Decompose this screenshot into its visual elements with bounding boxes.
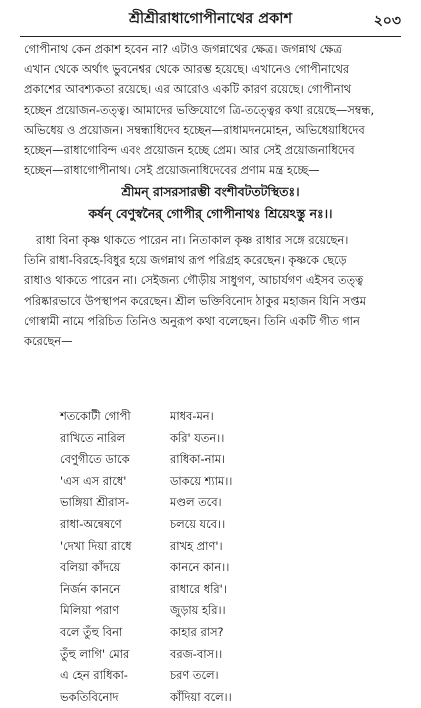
chapter-title: শ্রীশ্রীরাধাগোপীনাথের প্রকাশ xyxy=(128,11,293,27)
text-line: পরিষ্কারভাবে উপস্থাপন করেছেন। শ্রীল ভক্তিবিনোদ ঠাকুর মহাজন যিনি সপ্তম xyxy=(24,293,366,308)
song-line xyxy=(60,600,390,622)
song-line-right: কাঁদিয়া বলে।। xyxy=(170,689,232,704)
song-line-left: এ হেন রাধিকা- xyxy=(60,668,128,683)
song-line-right: রাধিকা-নাম। xyxy=(170,452,226,467)
song-line xyxy=(60,557,390,579)
page-number: ২০৩ xyxy=(373,13,401,29)
song-line-right: রাধারে ধরি'। xyxy=(170,581,227,596)
text-line: প্রকাশের আবশ্যকতা রয়েছে। এর আরোও একটি কারণ রয়েছে। গোপীনাথ xyxy=(24,82,352,97)
header-rule xyxy=(20,36,401,37)
text-line: করেছেন— xyxy=(24,334,73,349)
song-line xyxy=(60,644,390,666)
song-line-left: শতকোটী গোপী xyxy=(60,409,131,423)
song-line xyxy=(60,428,390,450)
song-line xyxy=(60,665,390,687)
pranam-mantra xyxy=(20,181,401,225)
song-line-left: ভকতিবিনোদ xyxy=(60,689,119,704)
song-line xyxy=(60,622,390,644)
text-line: গোস্বামী নামে পরিচিত তিনিও অনুরূপ কথা বলেছেন। তিনি একটি গীত গান xyxy=(24,313,360,328)
song-line-left: রাধা-অন্বেষণে xyxy=(60,516,122,531)
sloka-line: কর্ষন্ বেণুস্বনৈর্ গোপীর্ গোপীনাথঃ শ্রিয়েঽস্তু নঃ।। xyxy=(88,206,333,221)
song-line-right: কাননে কান।। xyxy=(170,560,230,575)
song-line xyxy=(60,536,390,558)
song-line-left: তুঁহু লাগি' মোর xyxy=(60,646,130,661)
song-line-right: চলয়ে যবে।। xyxy=(170,516,226,531)
text-line: অভিধেয় ও প্রয়োজন। সম্বন্ধাধিদেব হচ্ছেন—রাধামদনমোহন, অভিধেয়াধিদেব xyxy=(24,122,365,137)
song-line-right: মণ্ডল তবে। xyxy=(170,495,222,510)
song-line-right: করি' যতন।। xyxy=(170,430,225,445)
song-line-right: চরণ তলে। xyxy=(170,668,219,683)
song-line-right: মাধব-মন। xyxy=(170,409,214,423)
song-line xyxy=(60,514,390,536)
paragraph-1 xyxy=(24,39,403,180)
text-line: হচ্ছেন—রাধাগোবিন্দ এবং প্রয়োজন হচ্ছে প্রেম। আর সেই প্রয়োজনাধিদেব xyxy=(24,143,355,158)
song-line-left: বলে তুঁহু বিনা xyxy=(60,624,123,639)
running-header xyxy=(20,6,401,36)
song-line-right: জুড়ায় হরি।। xyxy=(170,603,226,618)
song-line xyxy=(60,406,390,428)
song-line-left: মিলিয়া পরাণ xyxy=(60,603,120,618)
song-line-left: 'এস এস রাধে' xyxy=(60,473,127,488)
song-line-left: 'দেখা দিয়া রাধে xyxy=(60,538,132,553)
song-line-right: রাখহ প্রাণ'। xyxy=(170,538,223,553)
song-line xyxy=(60,579,390,601)
sloka-line: শ্রীমন্ রাসরসারম্ভী বংশীবটতটস্থিতঃ। xyxy=(121,184,300,199)
text-line: তিনি রাধা-বিরহে-বিধুর হয়ে জগন্নাথ রূপ পরিগ্রহ করেছেন। কৃষ্ণকে ছেড়ে xyxy=(24,253,347,268)
text-line: রাধা বিনা কৃষ্ণ থাকতে পারেন না। নিতাকাল কৃষ্ণ রাধার সঙ্গে রয়েছেন। xyxy=(36,233,349,247)
text-line: রাধাও থাকতে পারেন না। সেইজন্য গৌড়ীয় সাধুগণ, আচার্যগণ এইসব তত্ত্ব xyxy=(24,273,364,288)
song-line-left: রাখিতে নারিল xyxy=(60,430,126,445)
song-line-left: ভাঙ্গিয়া শ্রীরাস- xyxy=(60,495,130,510)
text-line: হচ্ছেন—রাধাগোপীনাথ। সেই প্রয়োজনাধিদেবের প্রণাম মন্ত্র হচ্ছে— xyxy=(24,163,320,178)
text-line: এখান থেকে অর্থাৎ ভুবনেশ্বর থেকে আরম্ভ হয়েছে। এখানেও গোপীনাথের xyxy=(24,62,350,77)
song-line-right: বরজ-বাস।। xyxy=(170,646,223,661)
song-line-right: ডাকয়ে শ্যাম।। xyxy=(170,473,233,488)
song-line xyxy=(60,471,390,493)
song-line-right: কাহার রাস? xyxy=(170,624,224,639)
paragraph-2 xyxy=(24,230,403,351)
text-line: গোপীনাথ কেন প্রকাশ হবেন না? এটাও জগন্নাথের ক্ষেত্র। জগন্নাথ ক্ষেত্র xyxy=(24,42,342,56)
song-line xyxy=(60,492,390,514)
song-line-left: বেণুগীতে ডাকে xyxy=(60,452,130,467)
song-line-left: বলিয়া কাঁদয়ে xyxy=(60,560,121,575)
song-line xyxy=(60,449,390,471)
song-verses xyxy=(60,406,390,708)
song-line xyxy=(60,687,390,708)
text-line: হচ্ছেন প্রয়োজন-তত্ত্ব। আমাদের ভক্তিযোগে ত্রি-তত্ত্বের কথা রয়েছে—সম্বন্ধ, xyxy=(24,102,375,117)
song-line-left: নির্জন কাননে xyxy=(60,581,121,596)
